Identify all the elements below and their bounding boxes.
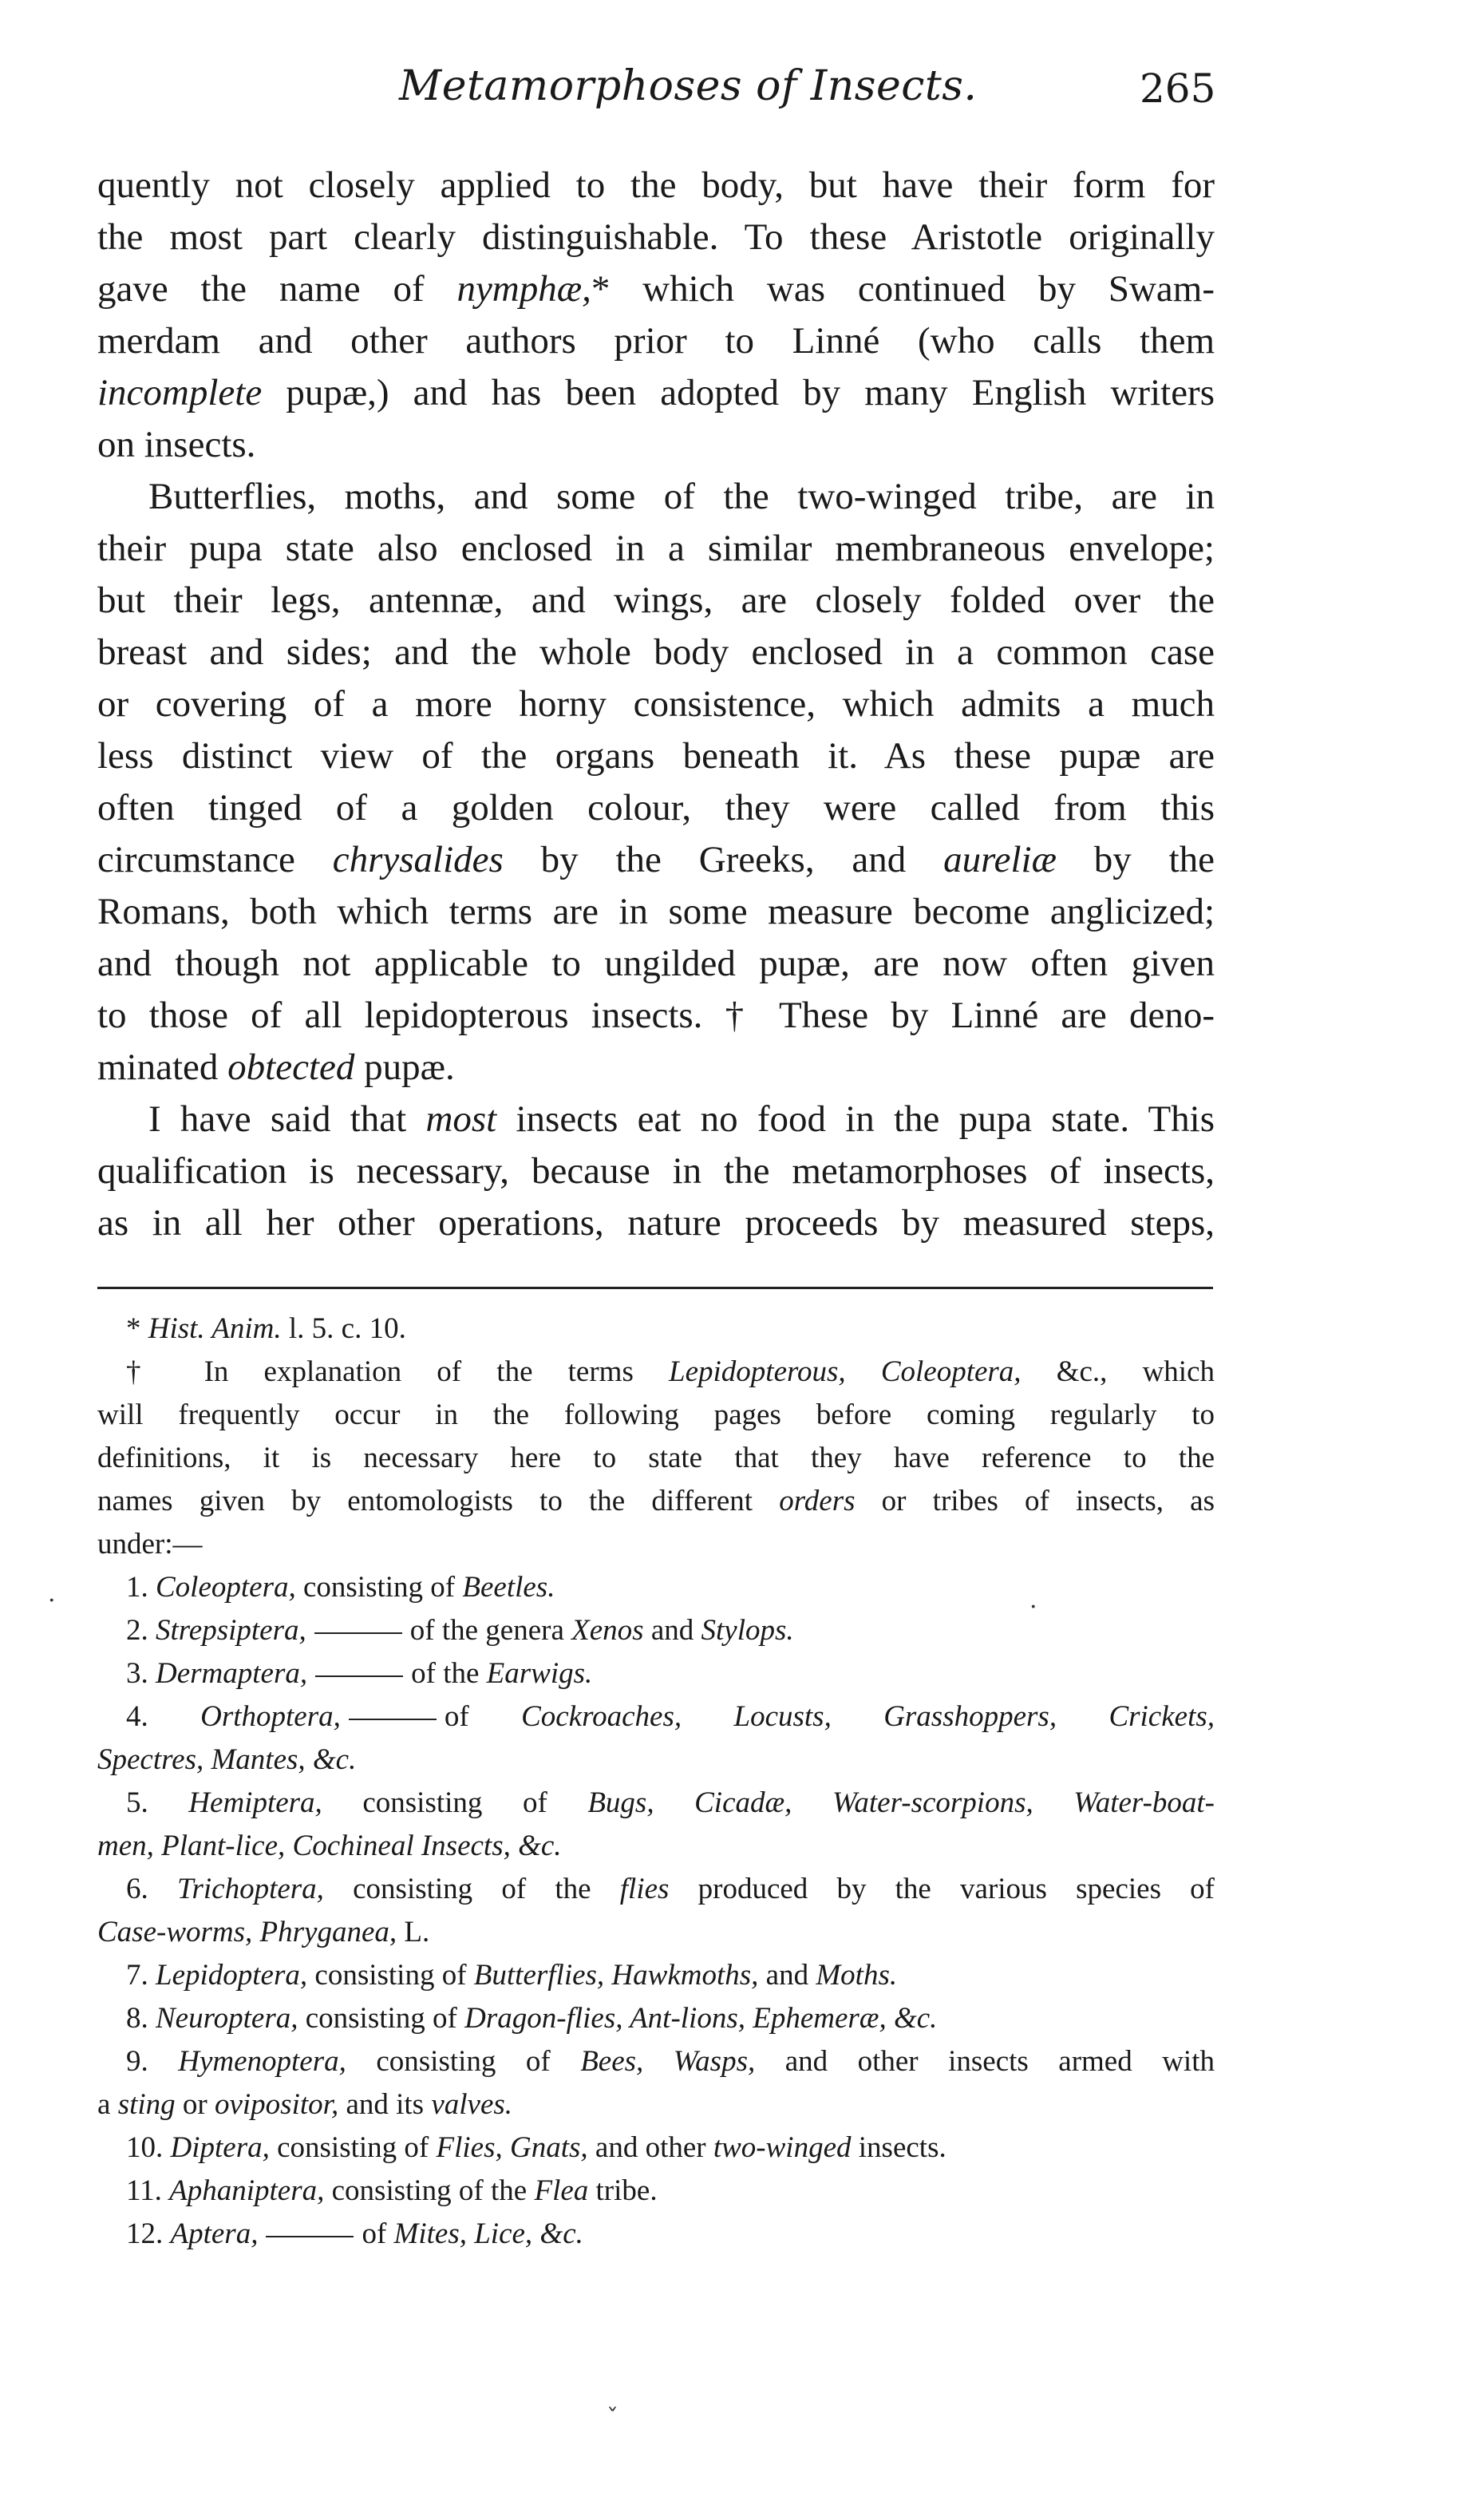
footnote-rule xyxy=(97,1287,1213,1289)
body-text xyxy=(97,160,1215,1249)
list-item: 10. Diptera, consisting of Flies, Gnats, and other two-winged insects. xyxy=(126,2131,946,2164)
list-item: 8. Neuroptera, consisting of Dragon-flies, Ant-lions, Ephemeræ, &c. xyxy=(126,2002,938,2035)
text-line: names given by entomologists to the different orders or tribes of insects, as xyxy=(97,1485,1215,1517)
page-number: 265 xyxy=(1140,65,1216,112)
ditto-dash xyxy=(349,1719,437,1720)
text-line: or covering of a more horny consistence, which admits a much xyxy=(97,683,1215,725)
text-line: breast and sides; and the whole body enclosed in a common case xyxy=(97,631,1215,673)
text-line: but their legs, antennæ, and wings, are closely folded over the xyxy=(97,580,1215,621)
ditto-dash xyxy=(266,2236,354,2237)
text-line: Romans, both which terms are in some measure become anglicized; xyxy=(97,891,1215,932)
text-line: will frequently occur in the following pages before coming regularly to xyxy=(97,1398,1215,1431)
paragraph-1 xyxy=(97,160,1215,471)
footnote-2 xyxy=(97,1351,1215,1566)
list-item: 9. Hymenoptera, consisting of Bees, Wasps, and other insects armed with xyxy=(126,2045,1215,2078)
text-line: under:— xyxy=(97,1528,203,1561)
list-item: 3. Dermaptera, of the Earwigs. xyxy=(126,1657,593,1690)
list-item: 6. Trichoptera, consisting of the flies produced by the various species of xyxy=(126,1873,1215,1905)
list-item-continuation: Spectres, Mantes, &c. xyxy=(97,1743,357,1776)
text-line: the most part clearly distinguishable. To these Aristotle originally xyxy=(97,216,1215,258)
stray-mark: ˇ xyxy=(607,2404,618,2432)
list-item: 5. Hemiptera, consisting of Bugs, Cicadæ, Water-scorpions, Water-boat- xyxy=(126,1786,1215,1819)
text-line: definitions, it is necessary here to state that they have reference to the xyxy=(97,1442,1215,1474)
text-line: often tinged of a golden colour, they were called from this xyxy=(97,787,1215,829)
list-item: 7. Lepidoptera, consisting of Butterflies, Hawkmoths, and Moths. xyxy=(126,1959,898,1992)
text-line: minated obtected pupæ. xyxy=(97,1046,455,1088)
text-line: circumstance chrysalides by the Greeks, and aureliæ by the xyxy=(97,839,1215,880)
text-line: merdam and other authors prior to Linné (who calls them xyxy=(97,320,1215,362)
ditto-dash xyxy=(314,1632,402,1634)
running-head: Metamorphoses of Insects. xyxy=(399,62,978,110)
list-item-continuation: Case-worms, Phryganea, L. xyxy=(97,1916,430,1948)
text-line: to those of all lepidopterous insects. † These by Linné are deno- xyxy=(97,995,1215,1036)
text-line: Butterflies, moths, and some of the two-winged tribe, are in xyxy=(148,476,1215,517)
list-item-continuation: a sting or ovipositor, and its valves. xyxy=(97,2088,513,2121)
footnote-1: * Hist. Anim. l. 5. c. 10. xyxy=(126,1312,406,1345)
paragraph-2 xyxy=(97,471,1215,1094)
text-line: incomplete pupæ,) and has been adopted by many English writers xyxy=(97,372,1215,413)
stray-mark: · xyxy=(48,1587,56,1615)
text-line: as in all her other operations, nature proceeds by measured steps, xyxy=(97,1202,1215,1244)
footnotes xyxy=(97,1307,1215,2256)
text-line: quently not closely applied to the body, but have their form for xyxy=(97,164,1215,206)
stray-mark: · xyxy=(1029,1593,1037,1621)
text-line: qualification is necessary, because in the metamorphoses of insects, xyxy=(97,1150,1215,1192)
list-item: 4. Orthoptera, of Cockroaches, Locusts, Grasshoppers, Crickets, xyxy=(126,1700,1215,1733)
text-line: gave the name of nymphæ,* which was continued by Swam- xyxy=(97,268,1215,310)
ditto-dash xyxy=(315,1675,403,1677)
text-line: less distinct view of the organs beneath it. As these pupæ are xyxy=(97,735,1215,777)
list-item: 1. Coleoptera, consisting of Beetles. xyxy=(126,1571,555,1604)
list-item: 11. Aphaniptera, consisting of the Flea tribe. xyxy=(126,2174,658,2207)
insect-orders-list xyxy=(97,1566,1215,2256)
list-item: 2. Strepsiptera, of the genera Xenos and Stylops. xyxy=(126,1614,794,1647)
paragraph-3 xyxy=(97,1094,1215,1249)
text-line: on insects. xyxy=(97,424,256,465)
text-line: and though not applicable to ungilded pupæ, are now often given xyxy=(97,943,1215,984)
text-line: their pupa state also enclosed in a similar membraneous envelope; xyxy=(97,528,1215,569)
text-line: † In explanation of the terms Lepidopterous, Coleoptera, &c., which xyxy=(126,1355,1215,1388)
text-line: I have said that most insects eat no food in the pupa state. This xyxy=(148,1098,1215,1140)
list-item-continuation: men, Plant-lice, Cochineal Insects, &c. xyxy=(97,1830,562,1862)
list-item: 12. Aptera, of Mites, Lice, &c. xyxy=(126,2217,583,2250)
